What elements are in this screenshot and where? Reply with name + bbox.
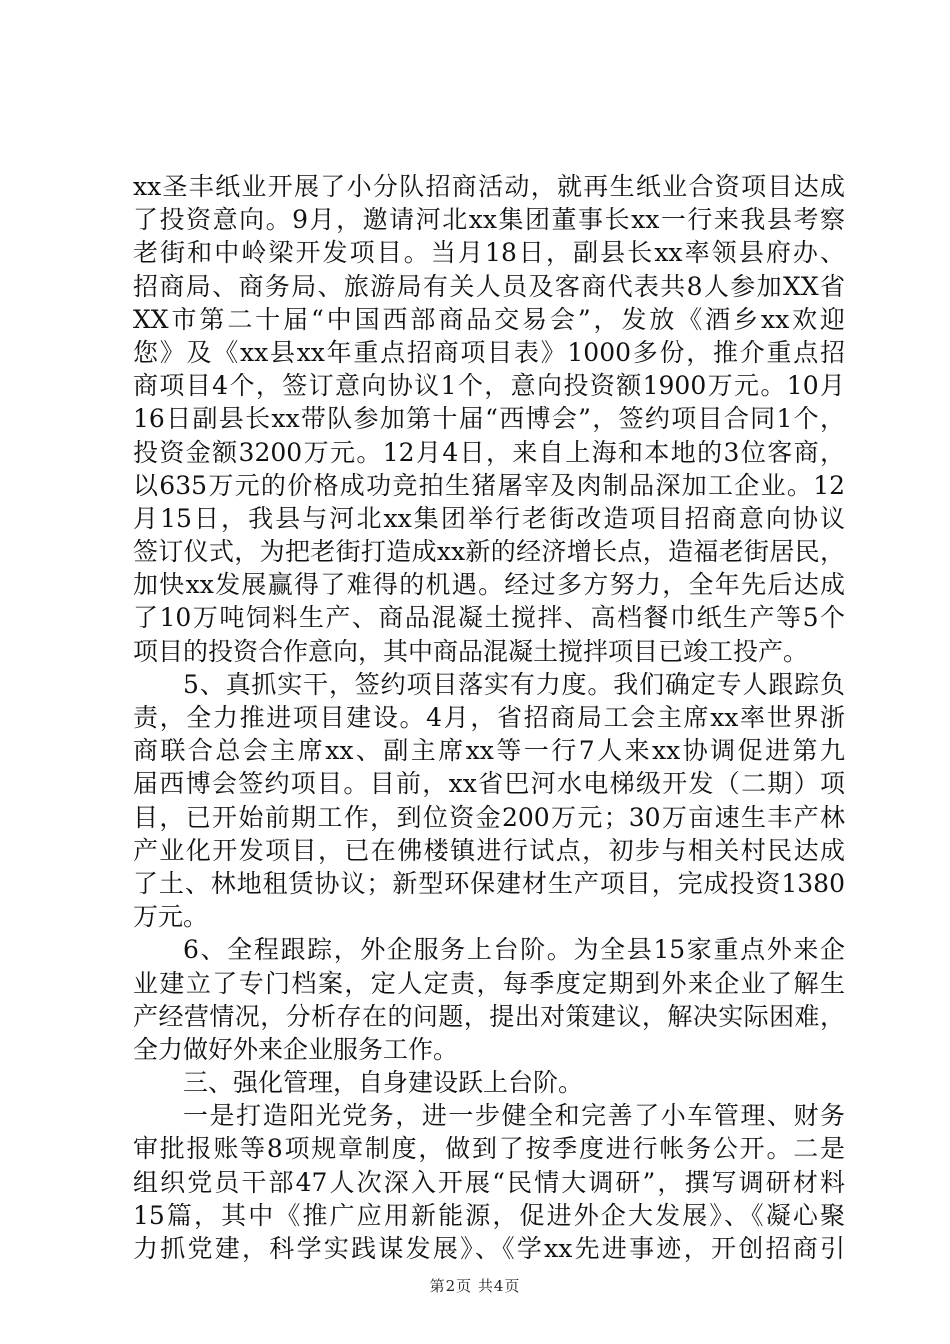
text-line: 了投资意向。9月，邀请河北xx集团董事长xx一行来我县考察 bbox=[133, 205, 845, 235]
text-line: 您》及《xx县xx年重点招商项目表》1000多份，推介重点招 bbox=[133, 337, 845, 367]
text-line: 项目的投资合作意向，其中商品混凝土搅拌项目已竣工投产。 bbox=[133, 636, 809, 666]
text-line: 商项目4个，签订意向协议1个，意向投资额1900万元。10月 bbox=[133, 371, 845, 401]
text-line: 万元。 bbox=[133, 902, 209, 932]
text-line: 签订仪式，为把老街打造成xx新的经济增长点，造福老街居民， bbox=[133, 537, 845, 567]
text-line: 6、全程跟踪，外企服务上台阶。为全县15家重点外来企 bbox=[183, 935, 845, 965]
text-line: xx圣丰纸业开展了小分队招商活动，就再生纸业合资项目达成 bbox=[133, 172, 845, 201]
text-line: 了土、林地租赁协议；新型环保建材生产项目，完成投资1380 bbox=[133, 868, 845, 898]
text-line: 届西博会签约项目。目前，xx省巴河水电梯级开发（二期）项 bbox=[133, 769, 845, 799]
text-line: 月15日，我县与河北xx集团举行老街改造项目招商意向协议 bbox=[133, 503, 845, 533]
text-line: 5、真抓实干，签约项目落实有力度。我们确定专人跟踪负 bbox=[183, 669, 845, 699]
text-line: 审批报账等8项规章制度，做到了按季度进行帐务公开。二是 bbox=[133, 1134, 845, 1164]
text-line: 力抓党建，科学实践谋发展》、《学xx先进事迹，开创招商引 bbox=[133, 1234, 845, 1263]
text-line: 16日副县长xx带队参加第十届“西博会”，签约项目合同1个， bbox=[133, 404, 845, 434]
text-line: 15篇，其中《推广应用新能源，促进外企大发展》、《凝心聚 bbox=[133, 1200, 845, 1230]
text-line: 老街和中岭梁开发项目。当月18日，副县长xx率领县府办、 bbox=[133, 238, 845, 268]
text-line: 责，全力推进项目建设。4月，省招商局工会主席xx率世界浙 bbox=[133, 703, 845, 732]
text-line: 全力做好外来企业服务工作。 bbox=[133, 1034, 459, 1064]
page-number-footer: 第2页 共4页 bbox=[429, 1277, 521, 1295]
text-line: XX市第二十届“中国西部商品交易会”，发放《酒乡xx欢迎 bbox=[133, 304, 845, 334]
text-line: 了10万吨饲料生产、商品混凝土搅拌、高档餐巾纸生产等5个 bbox=[133, 603, 845, 633]
text-line: 目，已开始前期工作，到位资金200万元；30万亩速生丰产林 bbox=[133, 802, 845, 832]
text-line: 商联合总会主席xx、副主席xx等一行7人来xx协调促进第九 bbox=[133, 736, 845, 766]
text-line: 业建立了专门档案，定人定责，每季度定期到外来企业了解生 bbox=[133, 968, 845, 998]
text-line: 一是打造阳光党务，进一步健全和完善了小车管理、财务 bbox=[183, 1101, 845, 1131]
text-line: 产业化开发项目，已在佛楼镇进行试点，初步与相关村民达成 bbox=[133, 835, 845, 865]
text-line: 产经营情况，分析存在的问题，提出对策建议，解决实际困难， bbox=[133, 1001, 845, 1031]
text-line: 以635万元的价格成功竞拍生猪屠宰及肉制品深加工企业。12 bbox=[133, 470, 845, 500]
text-line: 三、强化管理，自身建设跃上台阶。 bbox=[183, 1068, 584, 1098]
text-line: 投资金额3200万元。12月4日，来自上海和本地的3位客商， bbox=[133, 437, 845, 467]
text-line: 组织党员干部47人次深入开展“民情大调研”，撰写调研材料 bbox=[133, 1167, 845, 1197]
document-body bbox=[133, 170, 845, 1265]
text-line: 招商局、商务局、旅游局有关人员及客商代表共8人参加XX省 bbox=[133, 271, 845, 301]
text-line: 加快xx发展赢得了难得的机遇。经过多方努力，全年先后达成 bbox=[133, 570, 845, 600]
